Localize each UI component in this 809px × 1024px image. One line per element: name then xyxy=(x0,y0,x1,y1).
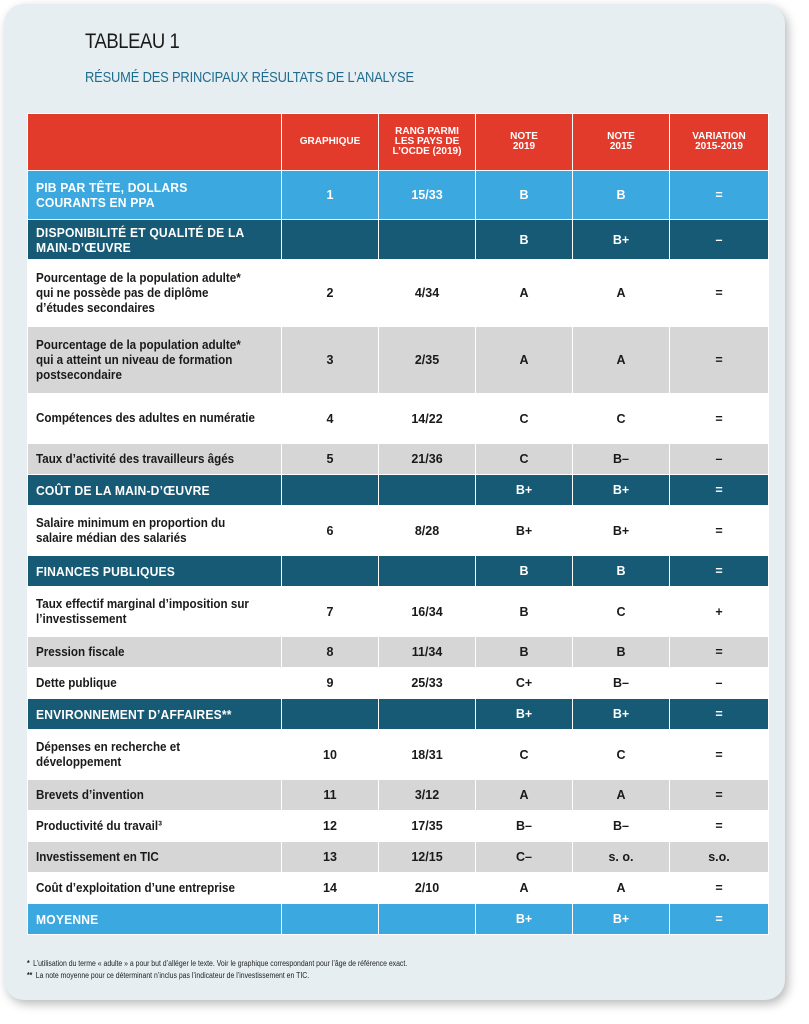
note-2019-cell: B+ xyxy=(476,904,573,935)
rank-cell: 4/34 xyxy=(379,260,476,327)
table-row xyxy=(28,327,769,394)
variation-cell: = xyxy=(670,394,769,444)
note-2019-cell: C xyxy=(476,394,573,444)
graph-cell: 14 xyxy=(282,873,379,904)
table-row xyxy=(28,394,769,444)
variation-cell: = xyxy=(670,873,769,904)
row-label: Dépenses en recherche et développement xyxy=(28,730,282,780)
table-row xyxy=(28,842,769,873)
graph-cell: 2 xyxy=(282,260,379,327)
table-title: TABLEAU 1 xyxy=(85,30,180,53)
rank-cell: 21/36 xyxy=(379,444,476,475)
table-row xyxy=(28,811,769,842)
variation-cell: = xyxy=(670,780,769,811)
table-row xyxy=(28,220,769,260)
note-2019-cell: B+ xyxy=(476,506,573,556)
rank-cell: 18/31 xyxy=(379,730,476,780)
note-2019-cell: A xyxy=(476,260,573,327)
row-label: Productivité du travail³ xyxy=(28,811,282,842)
graph-cell: 12 xyxy=(282,811,379,842)
header-rang: RANG PARMI LES PAYS DE L’OCDE (2019) xyxy=(379,114,476,171)
row-label: Pourcentage de la population adulte* qui ne possède pas de diplôme d’études secondaires xyxy=(28,260,282,327)
variation-cell: = xyxy=(670,699,769,730)
graph-cell: 9 xyxy=(282,668,379,699)
rank-cell xyxy=(379,556,476,587)
footnote-1: * L’utilisation du terme « adulte » a pour but d’alléger le texte. Voir le graphique correspondant pour l’âge de référence exact. xyxy=(27,959,408,968)
note-2015-cell: B xyxy=(573,637,670,668)
rank-cell: 8/28 xyxy=(379,506,476,556)
note-2019-cell: B xyxy=(476,556,573,587)
row-label: COÛT DE LA MAIN-D’ŒUVRE xyxy=(28,475,282,506)
variation-cell: = xyxy=(670,171,769,220)
table-row xyxy=(28,506,769,556)
table-row xyxy=(28,444,769,475)
note-2019-cell: C+ xyxy=(476,668,573,699)
variation-cell: + xyxy=(670,587,769,637)
row-label: Salaire minimum en proportion du salaire médian des salariés xyxy=(28,506,282,556)
variation-cell: – xyxy=(670,220,769,260)
note-2015-cell: C xyxy=(573,394,670,444)
variation-cell: = xyxy=(670,811,769,842)
note-2015-cell: C xyxy=(573,730,670,780)
table-row xyxy=(28,587,769,637)
variation-cell: = xyxy=(670,730,769,780)
graph-cell: 1 xyxy=(282,171,379,220)
table-subtitle: RÉSUMÉ DES PRINCIPAUX RÉSULTATS DE L’ANALYSE xyxy=(85,69,414,86)
note-2015-cell: C xyxy=(573,587,670,637)
row-label: Pression fiscale xyxy=(28,637,282,668)
rank-cell: 11/34 xyxy=(379,637,476,668)
note-2015-cell: B+ xyxy=(573,475,670,506)
graph-cell: 8 xyxy=(282,637,379,668)
variation-cell: – xyxy=(670,444,769,475)
rank-cell xyxy=(379,904,476,935)
note-2015-cell: B– xyxy=(573,668,670,699)
rank-cell: 17/35 xyxy=(379,811,476,842)
variation-cell: = xyxy=(670,260,769,327)
row-label: Taux effectif marginal d’imposition sur l’investissement xyxy=(28,587,282,637)
row-label: FINANCES PUBLIQUES xyxy=(28,556,282,587)
graph-cell xyxy=(282,220,379,260)
note-2019-cell: B xyxy=(476,220,573,260)
table-row xyxy=(28,873,769,904)
variation-cell: = xyxy=(670,637,769,668)
variation-cell: = xyxy=(670,327,769,394)
note-2019-cell: B xyxy=(476,587,573,637)
variation-cell: – xyxy=(670,668,769,699)
rank-cell: 3/12 xyxy=(379,780,476,811)
note-2019-cell: B– xyxy=(476,811,573,842)
note-2015-cell: B xyxy=(573,171,670,220)
graph-cell xyxy=(282,475,379,506)
note-2019-cell: B xyxy=(476,637,573,668)
row-label: ENVIRONNEMENT D’AFFAIRES** xyxy=(28,699,282,730)
note-2015-cell: B+ xyxy=(573,506,670,556)
rank-cell: 2/35 xyxy=(379,327,476,394)
graph-cell: 13 xyxy=(282,842,379,873)
header-row xyxy=(28,114,769,171)
row-label: Pourcentage de la population adulte* qui a atteint un niveau de formation postsecondaire xyxy=(28,327,282,394)
footnotes xyxy=(27,958,767,982)
note-2015-cell: A xyxy=(573,873,670,904)
row-label: Brevets d’invention xyxy=(28,780,282,811)
variation-cell: = xyxy=(670,904,769,935)
row-label: PIB PAR TÊTE, DOLLARS COURANTS EN PPA xyxy=(28,171,282,220)
header-note-2015: NOTE 2015 xyxy=(573,114,670,171)
graph-cell xyxy=(282,556,379,587)
rank-cell: 15/33 xyxy=(379,171,476,220)
graph-cell: 5 xyxy=(282,444,379,475)
row-label: MOYENNE xyxy=(28,904,282,935)
note-2015-cell: B+ xyxy=(573,699,670,730)
graph-cell: 7 xyxy=(282,587,379,637)
note-2015-cell: B+ xyxy=(573,220,670,260)
variation-cell: = xyxy=(670,475,769,506)
footnote-2: ** La note moyenne pour ce déterminant n’inclus pas l’indicateur de l’investissement en TIC. xyxy=(27,971,310,980)
header-graphique: GRAPHIQUE xyxy=(282,114,379,171)
rank-cell xyxy=(379,220,476,260)
row-label: Investissement en TIC xyxy=(28,842,282,873)
graph-cell: 11 xyxy=(282,780,379,811)
note-2015-cell: B– xyxy=(573,811,670,842)
table-row xyxy=(28,475,769,506)
note-2019-cell: A xyxy=(476,780,573,811)
graph-cell xyxy=(282,904,379,935)
table-row xyxy=(28,668,769,699)
rank-cell xyxy=(379,699,476,730)
variation-cell: = xyxy=(670,506,769,556)
variation-cell: = xyxy=(670,556,769,587)
note-2015-cell: B– xyxy=(573,444,670,475)
rank-cell xyxy=(379,475,476,506)
table-row xyxy=(28,637,769,668)
table-row xyxy=(28,904,769,935)
note-2019-cell: B+ xyxy=(476,475,573,506)
row-label: Compétences des adultes en numératie xyxy=(28,394,282,444)
table-row xyxy=(28,171,769,220)
rank-cell: 2/10 xyxy=(379,873,476,904)
rank-cell: 14/22 xyxy=(379,394,476,444)
table-row xyxy=(28,780,769,811)
row-label: DISPONIBILITÉ ET QUALITÉ DE LA MAIN-D’ŒUVRE xyxy=(28,220,282,260)
note-2019-cell: B xyxy=(476,171,573,220)
table-row xyxy=(28,699,769,730)
note-2019-cell: A xyxy=(476,873,573,904)
note-2015-cell: A xyxy=(573,327,670,394)
note-2015-cell: B+ xyxy=(573,904,670,935)
header-variation: VARIATION 2015-2019 xyxy=(670,114,769,171)
rank-cell: 12/15 xyxy=(379,842,476,873)
row-label: Coût d’exploitation d’une entreprise xyxy=(28,873,282,904)
header-note-2019: NOTE 2019 xyxy=(476,114,573,171)
rank-cell: 25/33 xyxy=(379,668,476,699)
note-2015-cell: B xyxy=(573,556,670,587)
note-2019-cell: C– xyxy=(476,842,573,873)
note-2019-cell: B+ xyxy=(476,699,573,730)
graph-cell: 10 xyxy=(282,730,379,780)
row-label: Taux d’activité des travailleurs âgés xyxy=(28,444,282,475)
variation-cell: s.o. xyxy=(670,842,769,873)
note-2015-cell: A xyxy=(573,780,670,811)
rank-cell: 16/34 xyxy=(379,587,476,637)
table-row xyxy=(28,730,769,780)
header-blank xyxy=(28,114,282,171)
note-2019-cell: A xyxy=(476,327,573,394)
graph-cell xyxy=(282,699,379,730)
graph-cell: 3 xyxy=(282,327,379,394)
note-2015-cell: A xyxy=(573,260,670,327)
note-2019-cell: C xyxy=(476,444,573,475)
row-label: Dette publique xyxy=(28,668,282,699)
table-row xyxy=(28,260,769,327)
note-2019-cell: C xyxy=(476,730,573,780)
graph-cell: 6 xyxy=(282,506,379,556)
results-table xyxy=(27,113,769,935)
table-row xyxy=(28,556,769,587)
note-2015-cell: s. o. xyxy=(573,842,670,873)
graph-cell: 4 xyxy=(282,394,379,444)
